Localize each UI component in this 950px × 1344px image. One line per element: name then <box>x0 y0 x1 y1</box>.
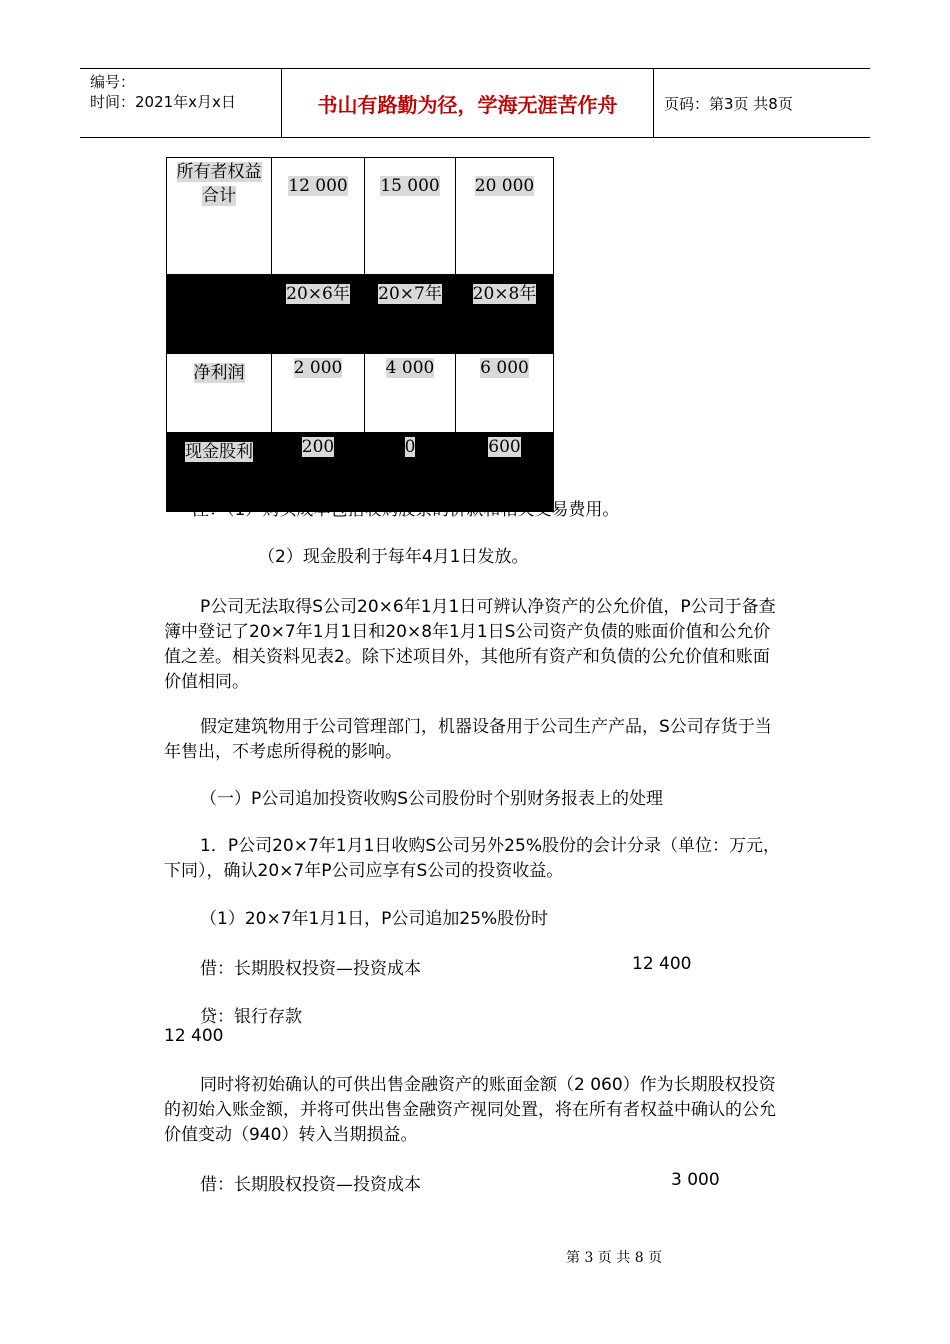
table-row <box>167 275 554 354</box>
header-page-number: 页码：第3页 共8页 <box>664 94 793 113</box>
table-cell: 2 000 <box>272 354 365 433</box>
note-1: 注：（1）购买成本包括收购股票的价款和相关交易费用。 <box>192 500 620 520</box>
table-cell: 20×7年 <box>365 275 456 354</box>
entry-2-amount: 12 400 <box>164 1026 224 1046</box>
table-cell: 12 000 <box>272 158 365 275</box>
table-cell: 600 <box>456 433 554 512</box>
note-2: （2）现金股利于每年4月1日发放。 <box>258 547 529 567</box>
table-cell: 20×6年 <box>272 275 365 354</box>
entry-2-label: 贷：银行存款 <box>200 1007 302 1027</box>
header-motto: 书山有路勤为径，学海无涯苦作舟 <box>282 69 654 137</box>
table-cell: 所有者权益合计 <box>167 158 272 275</box>
table-cell: 6 000 <box>456 354 554 433</box>
paragraph-reclassify: 同时将初始确认的可供出售金融资产的账面金额（2 060）作为长期股权投资的初始入账金额，并将可供出售金融资产视同处置，将在所有者权益中确认的公允价值变动（940）转入当期损益。 <box>164 1075 776 1145</box>
table-row <box>167 354 554 433</box>
table-cell: 0 <box>365 433 456 512</box>
table-cell: 200 <box>272 433 365 512</box>
header-date: 时间：2021年x月x日 <box>90 93 236 111</box>
paragraph-step-1: （1）20×7年1月1日，P公司追加25%股份时 <box>200 909 549 929</box>
paragraph-assumptions: 假定建筑物用于公司管理部门，机器设备用于公司生产产品，S公司存货于当年售出，不考虑所得税的影响。 <box>164 717 772 762</box>
table-cell: 20×8年 <box>456 275 554 354</box>
table-cell: 4 000 <box>365 354 456 433</box>
entry-1-label: 借：长期股权投资—投资成本 <box>200 959 421 979</box>
table-cell: 净利润 <box>167 354 272 433</box>
page-footer: 第 3 页 共 8 页 <box>566 1250 663 1266</box>
table-cell: 现金股利 <box>167 433 272 512</box>
header-meta <box>80 69 282 137</box>
table-row <box>167 158 554 275</box>
equity-table <box>166 157 554 512</box>
paragraph-entry-intro: 1．P公司20×7年1月1日收购S公司另外25%股份的会计分录（单位：万元，下同），确认20×7年P公司应享有S公司的投资收益。 <box>164 836 780 881</box>
section-heading: （一）P公司追加投资收购S公司股份时个别财务报表上的处理 <box>200 789 664 809</box>
table-cell <box>167 275 272 354</box>
entry-3-label: 借：长期股权投资—投资成本 <box>200 1175 421 1195</box>
page-header <box>80 68 870 138</box>
entry-3-amount: 3 000 <box>671 1170 720 1190</box>
paragraph-fair-value: P公司无法取得S公司20×6年1月1日可辨认净资产的公允价值，P公司于备查簿中登记了20×7年1月1日和20×8年1月1日S公司资产负债的账面价值和公允价值之差。相关资料见表2。除下述项目外，其他所有资产和负债的公允价值和账面价值相同。 <box>164 597 776 692</box>
entry-1-amount: 12 400 <box>632 954 692 974</box>
header-number: 编号： <box>90 73 136 91</box>
table-cell: 15 000 <box>365 158 456 275</box>
table-cell: 20 000 <box>456 158 554 275</box>
